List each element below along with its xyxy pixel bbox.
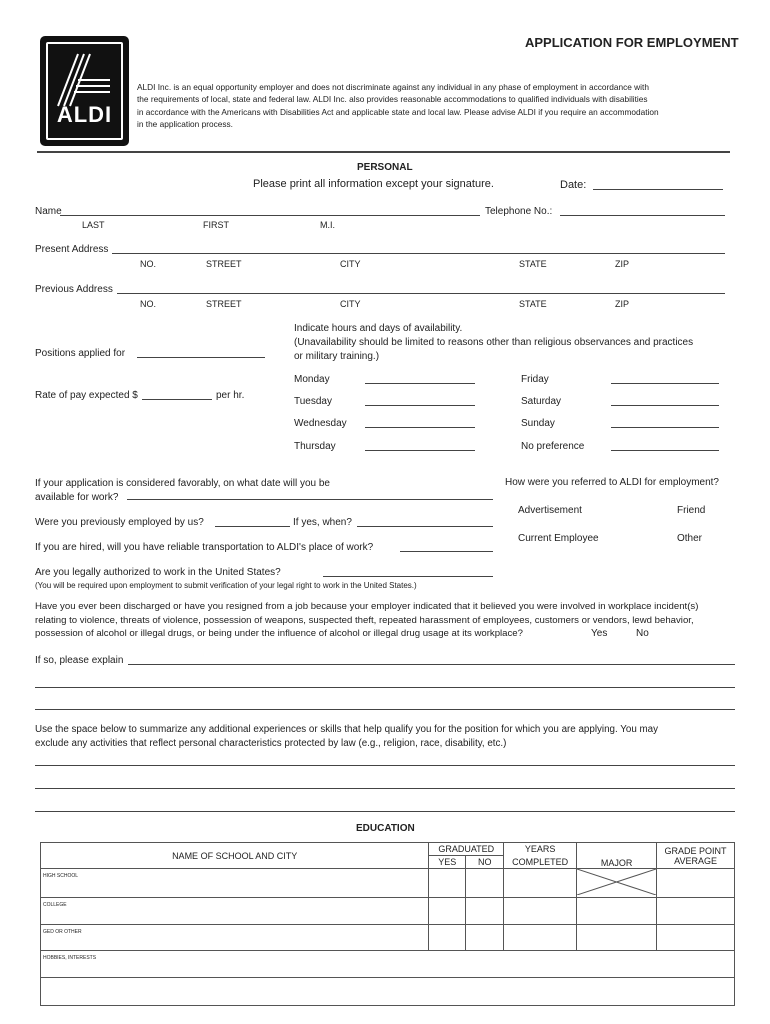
col-graduated: GRADUATED xyxy=(429,843,504,856)
referral-current-employee[interactable]: Current Employee xyxy=(518,533,599,544)
friday-field[interactable] xyxy=(611,383,719,384)
available-date-field[interactable] xyxy=(127,499,493,500)
education-table xyxy=(40,842,735,1006)
page-title: APPLICATION FOR EMPLOYMENT xyxy=(525,35,739,50)
wednesday-field[interactable] xyxy=(365,427,475,428)
col-yes: YES xyxy=(429,856,466,869)
date-field[interactable] xyxy=(593,189,723,190)
date-label: Date: xyxy=(560,179,587,191)
previous-address-label: Previous Address xyxy=(35,284,113,295)
addr-no: NO. xyxy=(140,259,157,269)
cell[interactable] xyxy=(577,925,657,951)
addr-street: STREET xyxy=(206,299,242,309)
row-ged[interactable]: GED OR OTHER xyxy=(41,925,429,951)
summary-line[interactable] xyxy=(35,811,735,812)
referred-question: How were you referred to ALDI for employment? xyxy=(505,477,719,488)
no-preference-field[interactable] xyxy=(611,450,719,451)
day-sunday: Sunday xyxy=(521,418,555,429)
day-no-preference: No preference xyxy=(521,441,585,452)
addr-city: CITY xyxy=(340,299,361,309)
rate-label: Rate of pay expected $ xyxy=(35,390,138,401)
present-address-field[interactable] xyxy=(112,253,725,254)
col-major: MAJOR xyxy=(577,843,657,869)
rate-field[interactable] xyxy=(142,399,212,400)
referral-other[interactable]: Other xyxy=(677,533,703,544)
cell[interactable] xyxy=(466,869,504,898)
cell[interactable] xyxy=(504,869,577,898)
discharged-yes[interactable]: Yes xyxy=(591,628,608,639)
cell[interactable] xyxy=(577,898,657,925)
last-label: LAST xyxy=(82,220,105,230)
divider xyxy=(37,151,730,153)
cell[interactable] xyxy=(657,925,735,951)
cell[interactable] xyxy=(657,869,735,898)
col-no: NO xyxy=(466,856,504,869)
logo-stripes-icon xyxy=(48,50,121,110)
day-saturday: Saturday xyxy=(521,396,562,407)
col-completed: COMPLETED xyxy=(504,856,577,869)
addr-zip: ZIP xyxy=(615,259,630,269)
col-years: YEARS xyxy=(504,843,577,856)
personal-heading: PERSONAL xyxy=(357,162,413,173)
first-label: FIRST xyxy=(203,220,229,230)
referral-friend[interactable]: Friend xyxy=(677,505,706,516)
name-label: Name xyxy=(35,206,62,217)
row-high-school[interactable]: HIGH SCHOOL xyxy=(41,869,429,898)
day-wednesday: Wednesday xyxy=(294,418,347,429)
crossed-cell xyxy=(577,869,657,898)
summary-instruction: Use the space below to summarize any additional experiences or skills that help qualify you for the position for which you are applying. You may exclude any activities that reflect personal characteristics protected by law (e.g., religion, race, disability, etc.) xyxy=(35,724,658,749)
monday-field[interactable] xyxy=(365,383,475,384)
row-college[interactable]: COLLEGE xyxy=(41,898,429,925)
mi-label: M.I. xyxy=(320,220,335,230)
day-friday: Friday xyxy=(521,374,549,385)
instruction: Please print all information except your signature. xyxy=(253,178,494,190)
intro-text: ALDI Inc. is an equal opportunity employer and does not discriminate against any individual in any phase of employment in accordance with the requirements of local, state and federal law. ALDI Inc. also provides reasonable accommodations to qualified individuals with disabilities in accordance with the Americans with Disabilities Act and applicable state and local law. Please advise ALDI if you require an accommodation in the application process. xyxy=(137,82,659,129)
day-thursday: Thursday xyxy=(294,441,336,452)
previous-address-field[interactable] xyxy=(117,293,725,294)
table-row xyxy=(41,898,735,925)
hobbies-continued[interactable] xyxy=(41,978,735,1006)
row-hobbies[interactable]: HOBBIES, INTERESTS xyxy=(41,951,735,978)
authorized-note: (You will be required upon employment to submit verification of your legal right to work in the United States.) xyxy=(35,581,417,590)
table-row xyxy=(41,925,735,951)
positions-field[interactable] xyxy=(137,357,265,358)
discharged-question: Have you ever been discharged or have you resigned from a job because your employer indicated that it believed you were involved in workplace incident(s) relating to violence, threats of violence, possession of weapons, suspected theft, repeated harassment of employees, customers or vendors, lewd behavior, possession of alcohol or illegal drugs, or being under the influence of alcohol or illegal drug usage at its workplace? xyxy=(35,601,699,639)
positions-label: Positions applied for xyxy=(35,348,126,359)
cell[interactable] xyxy=(504,925,577,951)
rate-suffix: per hr. xyxy=(216,390,245,401)
cross-icon xyxy=(577,869,656,895)
cell[interactable] xyxy=(657,898,735,925)
addr-state: STATE xyxy=(519,299,547,309)
addr-street: STREET xyxy=(206,259,242,269)
cell[interactable] xyxy=(429,898,466,925)
if-yes-when-label: If yes, when? xyxy=(293,517,352,528)
summary-line[interactable] xyxy=(35,788,735,789)
table-row xyxy=(41,951,735,978)
sunday-field[interactable] xyxy=(611,427,719,428)
name-field[interactable] xyxy=(60,215,480,216)
aldi-logo xyxy=(40,36,129,146)
col-gpa: GRADE POINT AVERAGE xyxy=(657,843,735,869)
previously-employed-field[interactable] xyxy=(215,526,290,527)
discharged-no[interactable]: No xyxy=(636,628,649,639)
logo-text: ALDI xyxy=(56,102,113,127)
addr-no: NO. xyxy=(140,299,157,309)
cell[interactable] xyxy=(504,898,577,925)
authorized-field[interactable] xyxy=(323,576,493,577)
available-date-question: If your application is considered favorably, on what date will you be available for work? xyxy=(35,478,330,503)
availability-text: Indicate hours and days of availability. (Unavailability should be limited to reasons other than religious observances and practices or military training.) xyxy=(294,323,694,362)
transportation-field[interactable] xyxy=(400,551,493,552)
addr-state: STATE xyxy=(519,259,547,269)
cell[interactable] xyxy=(466,925,504,951)
table-row xyxy=(41,869,735,898)
addr-city: CITY xyxy=(340,259,361,269)
explain-line[interactable] xyxy=(35,687,735,688)
transportation-question: If you are hired, will you have reliable transportation to ALDI's place of work? xyxy=(35,542,374,553)
saturday-field[interactable] xyxy=(611,405,719,406)
addr-zip: ZIP xyxy=(615,299,630,309)
education-heading: EDUCATION xyxy=(356,823,415,834)
cell[interactable] xyxy=(429,925,466,951)
cell[interactable] xyxy=(466,898,504,925)
when-field[interactable] xyxy=(357,526,493,527)
present-address-label: Present Address xyxy=(35,244,109,255)
summary-line[interactable] xyxy=(35,765,735,766)
telephone-label: Telephone No.: xyxy=(485,206,553,217)
table-row xyxy=(41,978,735,1006)
day-tuesday: Tuesday xyxy=(294,396,332,407)
cell[interactable] xyxy=(429,869,466,898)
explain-label: If so, please explain xyxy=(35,655,124,666)
thursday-field[interactable] xyxy=(365,450,475,451)
telephone-field[interactable] xyxy=(560,215,725,216)
previously-employed-question: Were you previously employed by us? xyxy=(35,517,204,528)
tuesday-field[interactable] xyxy=(365,405,475,406)
explain-line[interactable] xyxy=(35,709,735,710)
authorized-question: Are you legally authorized to work in the United States? xyxy=(35,567,281,578)
explain-field[interactable] xyxy=(128,664,735,665)
referral-advertisement[interactable]: Advertisement xyxy=(518,505,582,516)
col-school: NAME OF SCHOOL AND CITY xyxy=(41,843,429,869)
day-monday: Monday xyxy=(294,374,330,385)
